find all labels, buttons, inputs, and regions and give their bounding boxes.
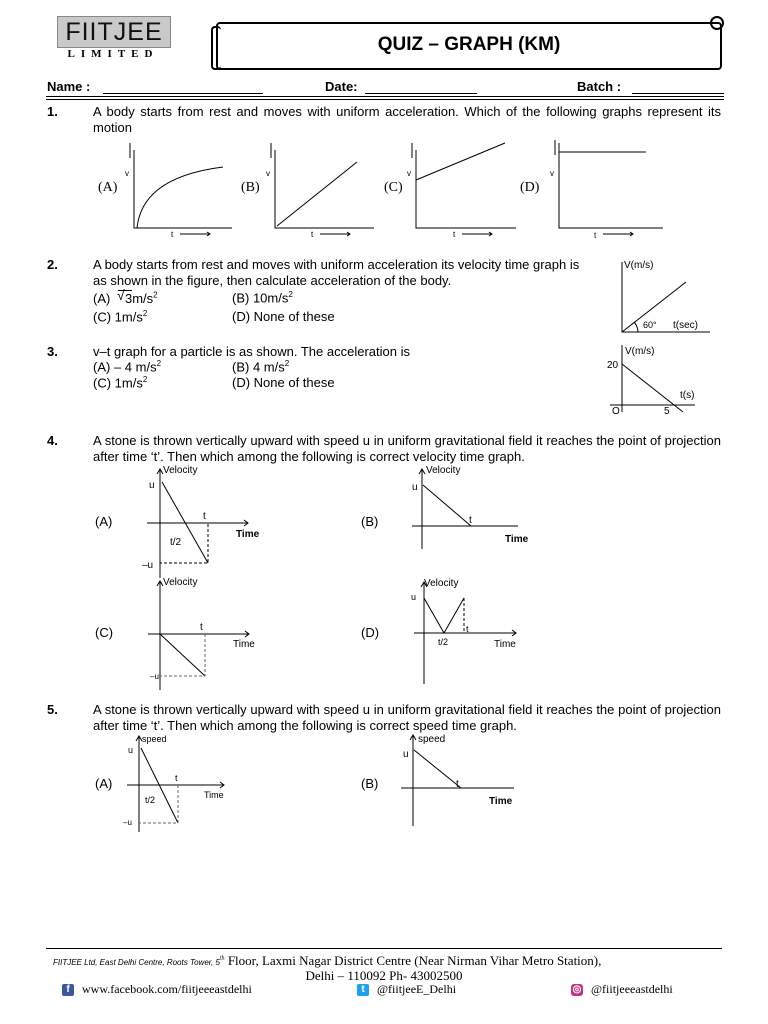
- q1-label-b: (B): [241, 180, 260, 195]
- q3-x-label: t(s): [680, 390, 695, 401]
- q5b-y-axis: [410, 735, 416, 826]
- q4-number: 4.: [47, 433, 58, 448]
- q3-option-b: (B) 4 $m/s^2$: [232, 359, 290, 375]
- q3-origin: O: [612, 406, 620, 417]
- q5b-line: [414, 750, 461, 788]
- q1a-v-label: v: [125, 169, 129, 178]
- q1a-t-label: t: [171, 230, 174, 239]
- q2-option-d: (D) None of these: [232, 309, 335, 324]
- q5a-u: u: [128, 745, 134, 755]
- q4c-y-label: Velocity: [163, 577, 198, 588]
- name-label: Name :: [47, 79, 91, 94]
- q4a-x-label: Time: [236, 529, 260, 540]
- q4c-x-label: Time: [233, 639, 255, 650]
- q1d-v-label: v: [550, 169, 554, 178]
- facebook-icon: f: [62, 984, 74, 996]
- page-title: QUIZ – GRAPH (KM): [377, 34, 561, 55]
- q2-text: A body starts from rest and moves with uniform acceleration its velocity time graph is as shown in the figure, then calculate acceleration of the body.: [93, 257, 580, 288]
- q3-option-d: (D) None of these: [232, 375, 335, 390]
- q4a-neg-u: –u: [142, 560, 154, 571]
- q1-label-d: (D): [520, 180, 540, 195]
- q3-number: 3.: [47, 344, 58, 359]
- q4b-u: u: [412, 482, 418, 493]
- q5b-x-label: Time: [489, 796, 513, 807]
- date-label: Date:: [325, 79, 358, 94]
- fiitjee-logo: FIITJEE: [57, 16, 171, 48]
- q3-text: v–t graph for a particle is as shown. The acceleration is: [93, 344, 410, 359]
- q4d-x-label: Time: [494, 639, 516, 650]
- q4a-u: u: [149, 480, 155, 491]
- q4a-t: t: [203, 511, 206, 522]
- q2-angle-label: 60°: [643, 320, 657, 330]
- logo-subtitle: LIMITED: [67, 48, 159, 60]
- twitter-icon: t: [357, 984, 369, 996]
- q5b-y-label: speed: [418, 734, 446, 745]
- q5a-half-t: t/2: [145, 795, 156, 805]
- q4-label-a: (A): [95, 514, 113, 529]
- q2-sqrt: √ 3: [116, 287, 133, 306]
- q5a-x-label: Time: [204, 790, 224, 800]
- q4a-y-label: Velocity: [163, 465, 198, 476]
- q4c-neg-u: –u: [150, 672, 159, 681]
- q1-number: 1.: [47, 104, 58, 119]
- q1c-t-label: t: [453, 230, 456, 239]
- q5b-u: u: [403, 749, 409, 760]
- q4-label-b: (B): [361, 514, 379, 529]
- q3-y-label: V(m/s): [625, 346, 655, 357]
- q2-option-b: (B) $10m/s^2$: [232, 290, 293, 306]
- q4d-t: t: [466, 624, 469, 634]
- q2-x-label: t(sec): [673, 320, 698, 331]
- q4-label-d: (D): [361, 625, 380, 640]
- twitter-link[interactable]: t @fiitjeeE_Delhi: [357, 982, 456, 997]
- q4d-half-t: t/2: [438, 637, 449, 647]
- q5-label-b: (B): [361, 776, 379, 791]
- q3-option-a: (A) – 4 $m/s^2$: [93, 359, 162, 375]
- footer-address-line2: Delhi – 110092 Ph- 43002500: [305, 968, 463, 983]
- q1c-v-label: v: [407, 169, 411, 178]
- q1-label-c: (C): [384, 180, 403, 195]
- batch-label: Batch :: [577, 79, 622, 94]
- q3-option-c: (C) $1m/s^2$: [93, 375, 148, 391]
- q4c-t: t: [200, 622, 203, 633]
- q2-option-a: (A) √ $3m/s^2$: [93, 287, 158, 306]
- q4b-x-label: Time: [505, 534, 529, 545]
- q2-number: 2.: [47, 257, 58, 272]
- q3-x-tick: 5: [664, 406, 670, 417]
- facebook-link[interactable]: f www.facebook.com/fiitjeeeastdelhi: [62, 982, 252, 997]
- q5a-y-axis: [136, 736, 142, 832]
- q4-label-c: (C): [95, 625, 114, 640]
- q4a-half-t: t/2: [170, 537, 182, 548]
- q5-number: 5.: [47, 702, 58, 717]
- q1b-t-label: t: [311, 230, 314, 239]
- q5-text: A stone is thrown vertically upward with speed u in uniform gravitational field it reaches the point of projection after time ‘t’. Then which among the following is correct speed time graph.: [93, 702, 721, 733]
- q5a-neg-u: –u: [123, 818, 132, 827]
- q4b-y-label: Velocity: [426, 465, 461, 476]
- footer-rule: [46, 948, 722, 949]
- q4d-u: u: [411, 592, 417, 602]
- q1-text: A body starts from rest and moves with uniform acceleration. Which of the following graphs represent its motion: [93, 104, 721, 135]
- q2-y-label: V(m/s): [624, 260, 654, 271]
- q4b-t: t: [469, 515, 472, 526]
- q1d-t-label: t: [594, 231, 597, 240]
- q5b-t: t: [456, 779, 459, 790]
- footer-address-line1: FIITJEE Ltd, East Delhi Centre, Roots Tower, 5th Floor, Laxmi Nagar District Centre (Near Nirman Vihar Metro Station),: [53, 953, 602, 968]
- q2-option-c: (C) $1m/s^2$: [93, 309, 148, 325]
- q4-text: A stone is thrown vertically upward with speed u in uniform gravitational field it reaches the point of projection after time ‘t’. Then which among the following is correct velocity time graph.: [93, 433, 721, 464]
- q5a-y-label: speed: [142, 734, 167, 744]
- instagram-link[interactable]: ◎ @fiitjeeeastdelhi: [572, 982, 673, 996]
- q3-y-tick: 20: [607, 360, 619, 371]
- q5-label-a: (A): [95, 776, 113, 791]
- q4d-y-label: Velocity: [424, 578, 459, 589]
- q1b-v-label: v: [266, 169, 270, 178]
- q1-label-a: (A): [98, 180, 118, 195]
- instagram-icon: ◎: [572, 983, 582, 995]
- q5a-t: t: [175, 773, 178, 783]
